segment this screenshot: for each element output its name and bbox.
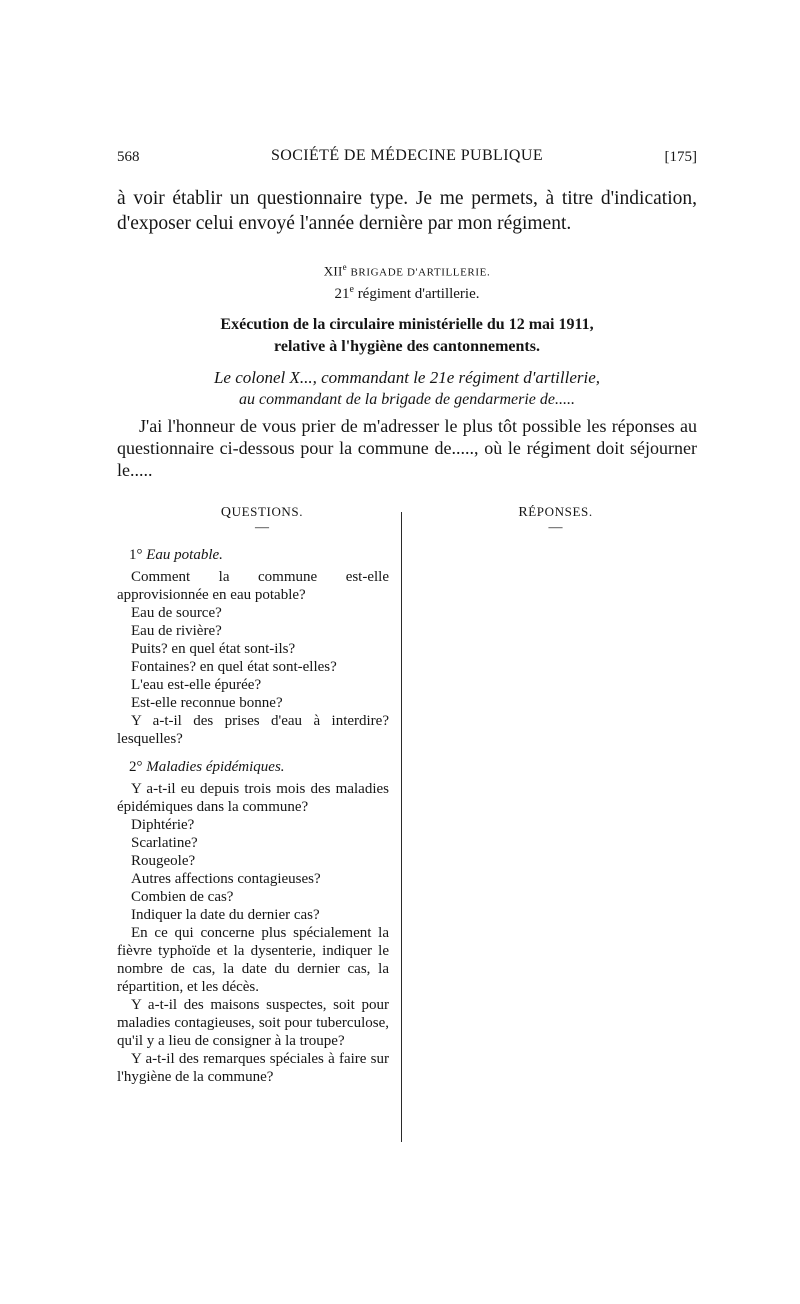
questions-heading-rest: UESTIONS. — [231, 504, 304, 519]
regiment-name: régiment d'artillerie. — [357, 286, 480, 302]
questions-column — [117, 546, 389, 1086]
responses-dash: — — [548, 520, 563, 535]
brigade-sup: e — [342, 262, 347, 272]
page-number: 568 — [117, 149, 140, 165]
section-number: 1° — [129, 547, 147, 563]
section-title: Eau potable. — [146, 547, 223, 563]
brigade-name: BRIGADE D'ARTILLERIE. — [350, 266, 491, 279]
question-line: Indiquer la date du dernier cas? — [131, 907, 320, 923]
question-line: Y a-t-il des prises d'eau à interdire? lesquelles? — [117, 713, 389, 747]
request-text: J'ai l'honneur de vous prier de m'adresser le plus tôt possible les réponses au questionnaire ci-dessous pour la commune de....., où le régiment doit séjourner le..... — [117, 416, 697, 480]
question-line: Eau de rivière? — [131, 623, 222, 639]
question-line: Est-elle reconnue bonne? — [131, 695, 283, 711]
question-line: Combien de cas? — [131, 889, 234, 905]
responses-heading — [413, 504, 698, 521]
section-number: 2° — [129, 759, 147, 775]
question-line: Y a-t-il des remarques spéciales à faire sur l'hygiène de la commune? — [117, 1051, 389, 1085]
regiment-sup: e — [349, 284, 354, 295]
question-line: Autres affections contagieuses? — [131, 871, 321, 887]
regiment-line — [117, 284, 697, 303]
section-number: [175] — [664, 149, 697, 165]
question-section-title — [117, 546, 389, 564]
questions-heading-cap: Q — [220, 505, 232, 520]
page-header — [117, 145, 697, 169]
execution-title-line-2: relative à l'hygiène des cantonnements. — [274, 338, 540, 355]
question-line: Y a-t-il eu depuis trois mois des maladies épidémiques dans la commune? — [117, 781, 389, 815]
running-title: SOCIÉTÉ DE MÉDECINE PUBLIQUE — [270, 147, 544, 164]
brigade-line — [117, 262, 697, 279]
question-line: Comment la commune est-elle approvisionnée en eau potable? — [117, 569, 389, 603]
question-line: Rougeole? — [131, 853, 196, 869]
question-line: Diphtérie? — [131, 817, 195, 833]
question-section-title — [117, 758, 389, 776]
questions-heading — [117, 504, 407, 521]
question-line: L'eau est-elle épurée? — [131, 677, 262, 693]
execution-title-line-1: Exécution de la circulaire ministérielle du 12 mai 1911, — [220, 316, 594, 333]
question-line: Puits? en quel état sont-ils? — [131, 641, 296, 657]
section-title: Maladies épidémiques. — [146, 759, 285, 775]
address-line-1: Le colonel X..., commandant le 21e régiment d'artillerie, — [213, 368, 601, 387]
questions-dash: — — [255, 520, 269, 535]
responses-heading-cap: R — [518, 505, 529, 520]
column-divider — [401, 512, 402, 1142]
question-line: Scarlatine? — [131, 835, 198, 851]
question-line: Y a-t-il des maisons suspectes, soit pour maladies contagieuses, soit pour tuberculose, qu'il y a lieu de consigner à la troupe? — [117, 997, 389, 1049]
address-line-2: au commandant de la brigade de gendarmerie de..... — [239, 391, 575, 408]
brigade-roman: XII — [323, 263, 343, 279]
question-line: Fontaines? en quel état sont-elles? — [131, 659, 337, 675]
request-paragraph — [117, 415, 697, 481]
section-spacer — [117, 748, 389, 758]
intro-paragraph: à voir établir un questionnaire type. Je me permets, à titre d'indication, d'exposer celui envoyé l'année dernière par mon régiment. — [117, 188, 697, 234]
responses-heading-rest: ÉPONSES. — [528, 504, 593, 519]
regiment-number: 21 — [334, 286, 350, 302]
question-line: Eau de source? — [131, 605, 222, 621]
question-line: En ce qui concerne plus spécialement la fièvre typhoïde et la dysenterie, indiquer le nombre de cas, la date du dernier cas, la répartition, et les décès. — [117, 925, 389, 995]
